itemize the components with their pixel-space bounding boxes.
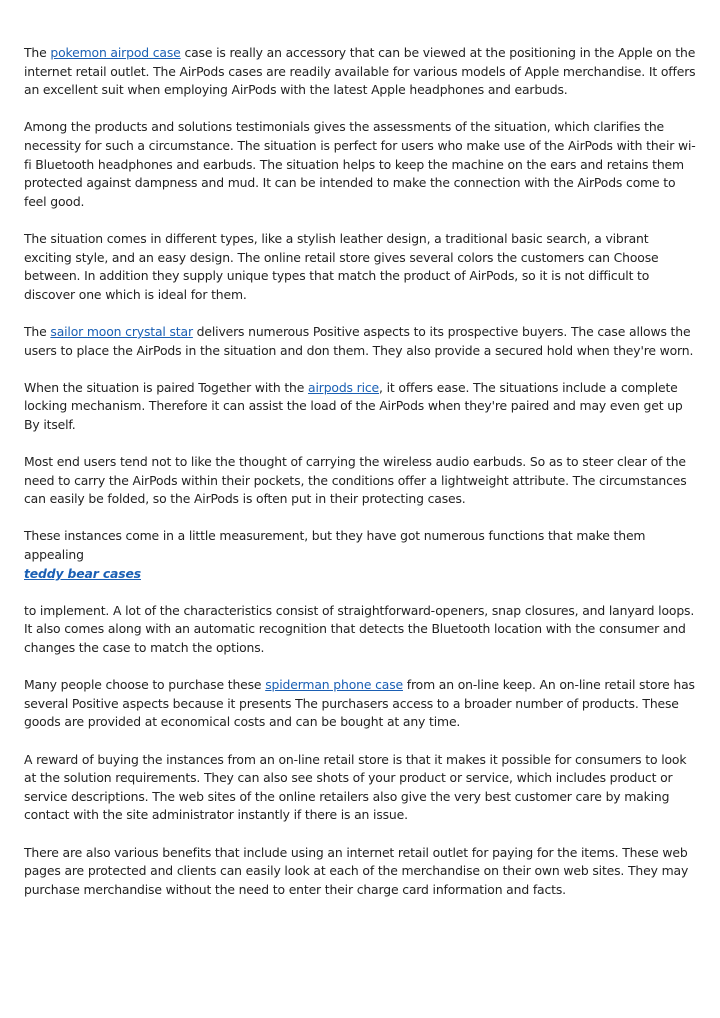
paragraph-3: The situation comes in different types, like a stylish leather design, a traditional basic search, a vibrant exciting style, and an easy design. The online retail store gives several colors the customers can Choose between. In addition they supply unique types that match the product of AirPods, so it is not difficult to discover one which is ideal for them. [24, 230, 659, 302]
link-teddy-bear-cases[interactable]: teddy bear cases [24, 565, 141, 581]
paragraph-4 [24, 323, 696, 360]
link-sailor-moon-crystal-star[interactable]: sailor moon crystal star [50, 323, 193, 339]
paragraph-1-post: case is really an accessory that can be viewed at the positioning in the Apple on the internet retail outlet. The AirPods cases are readily available for various models of Apple merchandise. It offers an excellent suit when employing AirPods with the latest Apple headphones and earbuds. [24, 45, 696, 98]
paragraph-1 [24, 44, 696, 100]
paragraph-8: to implement. A lot of the characteristics consist of straightforward-openers, snap closures, and lanyard loops. It also comes along with an automatic recognition that detects the Bluetooth location with the consumer and changes the case to match the options. [24, 602, 695, 655]
link-pokemon-airpod-case[interactable]: pokemon airpod case [50, 45, 181, 60]
paragraph-6: Most end users tend not to like the thought of carrying the wireless audio earbuds. So as to steer clear of the need to carry the AirPods within their pockets, the conditions offer a lightweight attribute. The circumstances can easily be folded, so the AirPods is often put in their protecting cases. [24, 454, 687, 507]
paragraph-1-pre: The [24, 45, 51, 60]
paragraph-5-pre: When the situation is paired Together with the [24, 379, 309, 395]
paragraph-10: A reward of buying the instances from an on-line retail store is that it makes it possible for consumers to look at the solution requirements. They can also see shots of your product or service, which includes product or service descriptions. The web sites of the online retailers also give the very best customer care by making contact with the site administrator instantly if there is an issue. [24, 751, 687, 823]
paragraph-11: There are also various benefits that include using an internet retail outlet for paying for the items. These web pages are protected and clients can easily look at each of the merchandise on their own web sites. They may purchase merchandise without the need to enter their charge card information and facts. [24, 844, 689, 897]
paragraph-5 [24, 379, 696, 435]
paragraph-9-post: from an on-line keep. An on-line retail store has several Positive aspects because it presents The purchasers access to a broader number of products. These goods are provided at economical costs and can be bought at any time. [24, 677, 695, 730]
paragraph-2: Among the products and solutions testimonials gives the assessments of the situation, which clarifies the necessity for such a circumstance. The situation is perfect for users who make use of the AirPods with their wi-fi Bluetooth headphones and earbuds. The situation helps to keep the machine on the ears and retains them protected against dampness and mud. It can be intended to make the connection with the AirPods come to feel good. [24, 119, 696, 209]
paragraph-4-pre: The [24, 323, 51, 339]
paragraph-9 [24, 676, 696, 732]
link-airpods-rice[interactable]: airpods rice [308, 379, 380, 395]
link-spiderman-phone-case[interactable]: spiderman phone case [265, 677, 403, 693]
article-body [24, 44, 696, 918]
paragraph-7: These instances come in a little measurement, but they have got numerous functions that make them appealing [24, 528, 646, 563]
paragraph-5-post: , it offers ease. The situations include a complete locking mechanism. Therefore it can assist the load of the AirPods when they're paired and may even get up By itself. [24, 379, 683, 432]
paragraph-9-pre: Many people choose to purchase these [24, 677, 266, 693]
paragraph-4-post: delivers numerous Positive aspects to its prospective buyers. The case allows the users to place the AirPods in the situation and don them. They also provide a secured hold when they're worn. [24, 323, 694, 358]
